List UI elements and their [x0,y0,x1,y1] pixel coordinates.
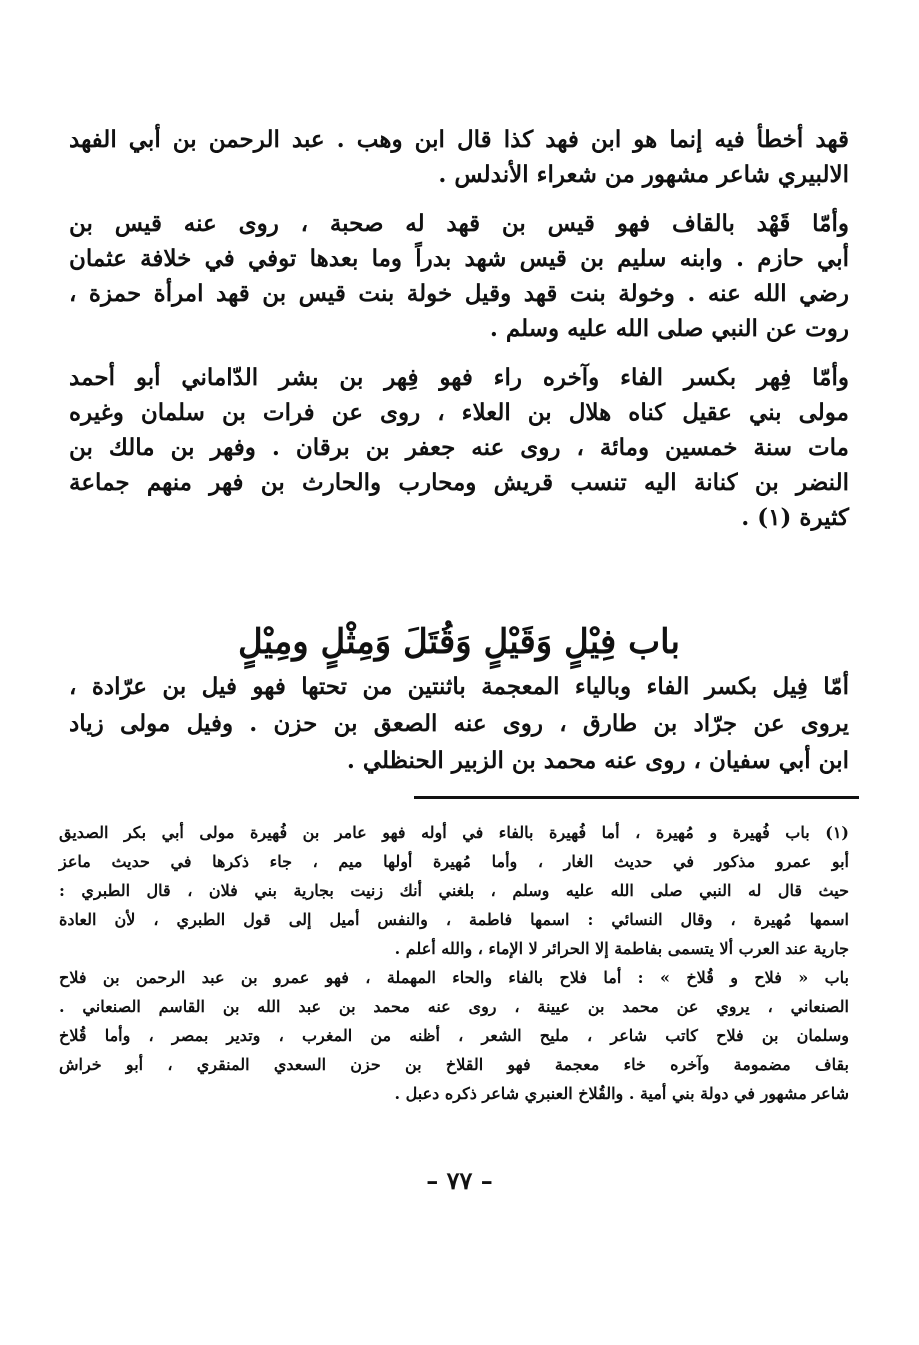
footnote-line: اسمها مُهيرة ، وقال النسائي : اسمها فاطمة ، والنفس أميل إلى قول الطبري ، لأن العادة [59,910,849,929]
main-text [69,122,849,535]
page-number: – ٧٧ – [426,1166,493,1195]
footnote-line: جارية عند العرب ألا يتسمى بفاطمة إلا الحرائر لا الإماء ، والله أعلم . [394,939,849,958]
footnote-line: باب « فلاح و قُلاخ » : أما فلاح بالفاء والحاء المهملة ، فهو عمرو بن عبد الرحمن بن فلاح [59,968,849,987]
footnotes [59,818,849,1108]
footnote-line: أبو عمرو مذكور في حديث الغار ، وأما مُهيرة أولها ميم ، جاء ذكرها في حديث ماعز [59,852,849,871]
section-text [69,668,849,779]
section-heading: باب فِيْلٍ وَقَيْلٍ وَقُتَلَ وَمِثْلٍ ومِيْلٍ [238,622,680,662]
text-line: ابن أبي سفيان ، روى عنه محمد بن الزبير الحنظلي . [346,747,849,774]
text-line: روت عن النبي صلى الله عليه وسلم . [489,315,849,342]
text-line: الالبيري شاعر مشهور من شعراء الأندلس . [438,161,849,188]
text-line: النضر بن كنانة اليه تنسب قريش ومحارب والحارث بن فهر منهم جماعة [69,469,849,496]
text-line: وأمّا قَهْد بالقاف فهو قيس بن قهد له صحبة ، روى عنه قيس بن [69,210,849,237]
footnote-divider [414,796,859,799]
footnote-line: شاعر مشهور في دولة بني أمية . والقُلاخ العنبري شاعر ذكره دعبل . [394,1084,849,1103]
text-line: رضي الله عنه . وخولة بنت قهد وقيل خولة بنت قيس بن قهد امرأة حمزة ، [69,280,849,307]
text-line: قهد أخطأ فيه إنما هو ابن فهد كذا قال ابن وهب . عبد الرحمن بن أبي الفهد [69,126,849,153]
text-line: أبي حازم . وابنه سليم بن قيس شهد بدراً وما بعدها توفي في خلافة عثمان [69,245,849,272]
footnote-line: الصنعاني ، يروي عن محمد بن عيينة ، روى عنه محمد بن عبد الله بن القاسم الصنعاني . [59,997,849,1016]
text-line: وأمّا فِهر بكسر الفاء وآخره راء فهو فِهر بن بشر الدّاماني أبو أحمد [69,364,849,391]
text-line: يروى عن جرّاد بن طارق ، روى عنه الصعق بن حزن . وفيل مولى زياد [69,710,849,737]
text-line: مات سنة خمسين ومائة ، روى عنه جعفر بن برقان . وفهر بن مالك بن [69,434,849,461]
text-line: كثيرة (١) . [741,504,849,531]
footnote-line: حيث قال له النبي صلى الله عليه وسلم ، بلغني أنك زنيت بجارية بني فلان ، قال الطبري : [59,881,849,900]
footnote-line: (١) باب فُهيرة و مُهيرة ، أما فُهيرة بالفاء في أوله فهو عامر بن فُهيرة مولى أبي بكر الصديق [59,823,849,842]
text-line: أمّا فِيل بكسر الفاء وبالياء المعجمة باثنتين من تحتها فهو فيل بن عرّادة ، [69,673,849,700]
footnote-line: بقاف مضمومة وآخره خاء معجمة فهو القلاخ بن حزن السعدي المنقري ، أبو خراش [59,1055,849,1074]
footnote-line: وسلمان بن فلاح كاتب شاعر ، مليح الشعر ، أظنه من المغرب ، وتدير بمصر ، وأما قُلاخ [59,1026,849,1045]
text-line: مولى بني عقيل كناه هلال بن العلاء ، روى عن فرات بن سلمان وغيره [69,399,849,426]
